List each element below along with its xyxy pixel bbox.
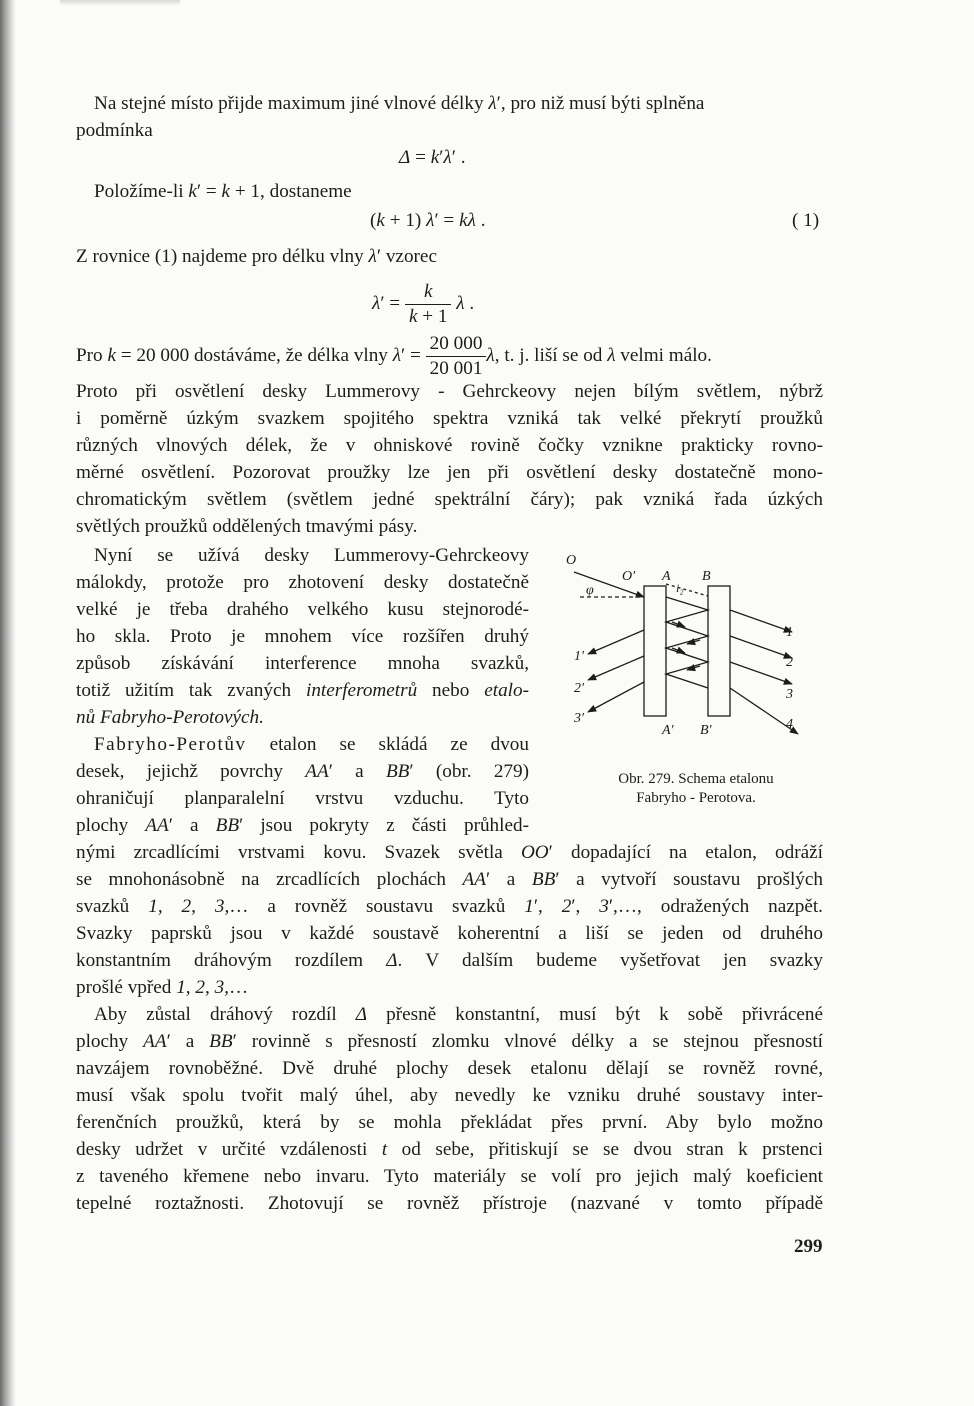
caption-line: Obr. 279. Schema etalonu: [618, 771, 774, 787]
text-line: Na stejné místo přijde maximum jiné vlnové délky λ′, pro niž musí býti splněna: [94, 93, 705, 114]
text-line: konstantním dráhovým rozdílem Δ. V dalším budeme vyšetřovat jen svazky: [76, 950, 823, 971]
equation-delta: Δ = k′λ′ .: [399, 147, 466, 168]
caption-line: Fabryho - Perotova.: [636, 790, 756, 806]
scan-mark: [60, 0, 180, 6]
page-number: 299: [794, 1236, 823, 1257]
equation-text: λ, t. j. liší se od λ velmi málo.: [486, 344, 712, 366]
text-line: desek, jejichž povrchy AA′ a BB′ (obr. 279): [76, 761, 529, 782]
figure-label: A: [662, 569, 671, 584]
text-line: málokdy, protože pro zhotovení desky dostatečně: [76, 572, 529, 593]
text-line: Z rovnice (1) najdeme pro délku vlny λ′ vzorec: [76, 246, 437, 267]
figure-label: φ: [586, 583, 594, 598]
text-line: Položíme-li k′ = k + 1, dostaneme: [94, 181, 352, 202]
figure-caption: [578, 770, 814, 808]
figure-label: O: [566, 553, 577, 568]
text-line: Fabryho-Perotův etalon se skládá ze dvou: [94, 734, 529, 755]
text-line: nů Fabryho-Perotových.: [76, 707, 264, 728]
text-line: i poměrně úzkým svazkem spojitého spektra vzniká tak velké překrytí proužků: [76, 408, 823, 429]
fraction-numerator: k: [405, 280, 452, 305]
equation-rhs: λ .: [456, 292, 475, 314]
figure-label: 2′: [574, 681, 585, 696]
text-line: tepelné roztažnosti. Zhotovují se rovněž přístroje (nazvané v tomto případě: [76, 1193, 823, 1214]
equation-text: Pro k = 20 000 dostáváme, že délka vlny λ′ =: [76, 344, 421, 366]
figure-label: B′: [700, 723, 712, 738]
equation-pro-k: [76, 332, 712, 381]
figure-label: 4: [786, 717, 793, 732]
text-line: velké je třeba drahého velkého kusu stejnorodé-: [76, 599, 529, 620]
figure-label: 3: [786, 687, 793, 702]
fraction: [405, 280, 452, 329]
figure-label: O′: [622, 569, 636, 584]
text-line: světlých proužků oddělených tmavými pásy.: [76, 516, 418, 537]
text-line: z taveného křemene nebo invaru. Tyto materiály se volí pro jejich malý koeficient: [76, 1166, 823, 1187]
figure-label: 1: [786, 625, 793, 640]
fraction-denominator: 20 001: [429, 358, 483, 379]
fabry-perot-etalon-figure: [560, 550, 820, 760]
text-line: ohraničují planparalelní vrstvu vzduchu. Tyto: [76, 788, 529, 809]
text-line: svazků 1, 2, 3,… a rovněž soustavu svazků 1′, 2′, 3′,…, odražených nazpět.: [76, 896, 823, 917]
text-line: ferenčních proužků, která by se mohla překládat přes první. Aby bylo možno: [76, 1112, 823, 1133]
fraction: [426, 332, 487, 381]
text-line: ho skla. Proto je mnohem více rozšířen druhý: [76, 626, 529, 647]
figure-label: 2: [786, 655, 793, 670]
fraction-numerator: 20 000: [426, 332, 487, 357]
book-binding-shadow: [0, 0, 16, 1406]
figure-label: B: [702, 569, 711, 584]
figure-label: 3′: [574, 711, 585, 726]
reflected-ray-1: [588, 630, 644, 654]
text-line: musí však spolu tvořit malý úhel, aby nevedly ke vzniku druhé soustavy inter-: [76, 1085, 823, 1106]
fraction-denominator: k + 1: [408, 306, 448, 327]
figure-label: i₂: [676, 581, 684, 595]
text-line: Proto při osvětlení desky Lummerovy - Gehrckeovy nejen bílým světlem, nýbrž: [76, 381, 823, 402]
text-line: chromatickým světlem (světlem jedné spektrální čáry); pak vzniká řada úzkých: [76, 489, 823, 510]
equation-lhs: λ′ =: [372, 292, 401, 314]
equation-1: (k + 1) λ′ = kλ .: [370, 210, 486, 231]
plate-b: [708, 586, 730, 716]
gap-reflections: [666, 597, 708, 688]
equation-lambda: [372, 280, 474, 329]
text-line: plochy AA′ a BB′ rovinně s přesností zlomku vlnové délky a se stejnou přesností: [76, 1031, 823, 1052]
equation-number: ( 1): [792, 210, 820, 231]
text-line: se mnohonásobně na zrcadlících plochách AA′ a BB′ a vytvoří soustavu prošlých: [76, 869, 823, 890]
transmitted-ray-1: [730, 610, 792, 632]
text-line: navzájem rovnoběžné. Dvě druhé plochy desek etalonu dělají se rovněž rovné,: [76, 1058, 823, 1079]
text-line: Aby zůstal dráhový rozdíl Δ přesně konstantní, musí být k sobě přivrácené: [94, 1004, 823, 1025]
reflected-ray-2: [588, 656, 644, 680]
plate-a: [644, 586, 666, 716]
reflected-ray-3: [588, 682, 644, 712]
text-line: prošlé vpřed 1, 2, 3,…: [76, 977, 249, 998]
text-line: plochy AA′ a BB′ jsou pokryty z části průhled-: [76, 815, 529, 836]
text-line: podmínka: [76, 120, 153, 141]
text-line: měrné osvětlení. Pozorovat proužky lze jen při osvětlení desky dostatečně mono-: [76, 462, 823, 483]
text-line: nými zrcadlícími vrstvami kovu. Svazek světla OO′ dopadající na etalon, odráží: [76, 842, 823, 863]
figure-label: 1′: [574, 649, 585, 664]
text-line: totiž užitím tak zvaných interferometrů nebo etalo-: [76, 680, 529, 701]
text-line: desky udržet v určité vzdálenosti t od sebe, přitiskují se se dvou stran k prstenci: [76, 1139, 823, 1160]
figure-label: A′: [662, 723, 674, 738]
transmitted-ray-3: [730, 662, 792, 684]
text-line: různých vlnových délek, že v ohniskové rovině čočky vznikne prakticky rovno-: [76, 435, 823, 456]
transmitted-ray-2: [730, 636, 792, 658]
text-line: způsob získávání interference mnoha svazků,: [76, 653, 529, 674]
text-line: Svazky paprsků jsou v každé soustavě koherentní a liší se jeden od druhého: [76, 923, 823, 944]
text-line: Nyní se užívá desky Lummerovy-Gehrckeovy: [94, 545, 529, 566]
